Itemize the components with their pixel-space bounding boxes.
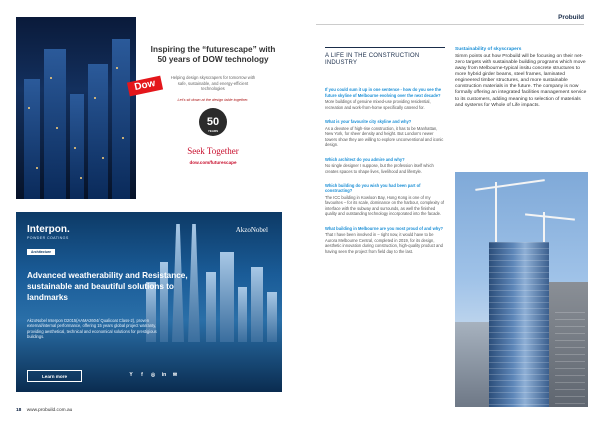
page-number: 18: [16, 408, 22, 413]
instagram-icon[interactable]: ◎: [150, 372, 156, 378]
architecture-label: Architecture: [27, 249, 55, 255]
social-icons: [128, 372, 178, 378]
interpon-logo-subtitle: POWDER COATINGS: [27, 236, 69, 240]
skyline-night-photo: [16, 17, 136, 199]
sidebar-column: [455, 47, 588, 109]
seek-together-slogan: Seek Together: [187, 145, 239, 156]
learn-more-button[interactable]: Learn more: [27, 370, 82, 382]
qa-item: [325, 119, 445, 147]
dow-ad-title: Inspiring the “futurescape” with 50 years of DOW technology: [150, 45, 276, 64]
question: If you could sum it up in one sentence - how do you see the future skyline of Melbourne evolving over the next decade?: [325, 87, 442, 98]
right-page: [300, 0, 600, 424]
qa-item: [325, 183, 445, 217]
youtube-icon[interactable]: Y: [129, 372, 133, 378]
sidebar-body: Simm points out how Probuild will be focusing on their net-zero targets with sustainable building programs which move away from Melbourne-typical insitu concrete structures to more hybrid girder beams, steel frames, laminated engineered timber structures, and more sustainable construction materials in the future. The company is now formally offering an integrated facilities management service to its customers, adding meaning to selection of materials and systems for Whole of Life impacts.: [455, 53, 587, 108]
qa-item: [325, 226, 445, 254]
question: Which building do you wish you had been part of constructing?: [325, 183, 421, 194]
qa-item: [325, 157, 445, 174]
dow-advertisement[interactable]: [16, 17, 282, 199]
badge-number: 50: [206, 115, 220, 128]
facebook-icon[interactable]: f: [141, 372, 143, 378]
header-rule: [316, 24, 584, 25]
answer: That I have been involved in – right now, it would have to be Aurora Melbourne Central, completed in 2019, for its design, aesthetic innovation during construction, high-quality product and having seen the project from field day to the last.: [325, 232, 443, 254]
fifty-years-badge: [199, 108, 227, 136]
answer: As a devotee of high-rise construction, it has to be Manhattan, New York, for sheer density and height. But London’s newer towers show they are willing to explore unconventional and iconic design.: [325, 125, 444, 148]
interpon-logo: Interpon.: [27, 224, 70, 235]
dow-ad-url[interactable]: dow.com/futurescape: [189, 159, 237, 165]
question: What is your favourite city skyline and why?: [325, 119, 412, 125]
column-heading: A LIFE IN THE CONSTRUCTION INDUSTRY: [325, 47, 445, 67]
email-icon[interactable]: ✉: [172, 372, 178, 378]
interpon-advertisement[interactable]: [16, 212, 282, 392]
interpon-headline: Advanced weatherability and Resistance, sustainable and beautiful solutions to landmarks: [27, 271, 188, 302]
answer: The ICC building in Kowloon Bay, Hong Kong is one of my favourites – for its scale, dominance on the harbour, complexity of interface with the subway and surrounds, as well the finished quality and outstanding technology incorporated into the facade.: [325, 194, 445, 217]
akzonobel-logo: AkzoNobel: [235, 226, 268, 234]
footer-url[interactable]: www.probuild.com.au: [26, 408, 73, 413]
answer: More buildings of genuine mixed-use providing residential, recreation and work-from-home specifically catered for.: [325, 99, 431, 110]
linkedin-icon[interactable]: in: [161, 372, 167, 378]
qa-item: [325, 87, 445, 110]
dow-ad-content: [144, 17, 282, 199]
page-footer: [16, 408, 72, 413]
qa-column: [325, 47, 445, 254]
question: Which architect do you admire and why?: [325, 156, 405, 162]
skyscraper-construction-photo: [455, 172, 588, 407]
dow-logo: Dow: [127, 76, 163, 97]
badge-label: YEARS: [207, 128, 219, 133]
answer: No single designer I suppose, but the profession itself which creates spaces to shape lives, livelihood and lifestyle.: [325, 163, 434, 174]
question: What building in Melbourne are you most proud of and why?: [325, 225, 444, 231]
interpon-body-text: AkzoNobel Interpon D2015(AAMA2604/ Qualicoat Class-2), proven external/internal performance, offering 15 years global project warranty, providing aesthetical, technical and economical solutions for prestigious buildings.: [27, 318, 157, 339]
magazine-brand: Probuild: [558, 14, 584, 21]
dow-ad-subtitle: Helping design skyscrapers for tomorrow with safe, sustainable, and energy-efficient technologies: [170, 75, 256, 92]
dow-ad-tagline: Let’s sit down at the design table together.: [177, 97, 249, 102]
sidebar-heading: Sustainability of skyscrapers: [455, 47, 522, 52]
